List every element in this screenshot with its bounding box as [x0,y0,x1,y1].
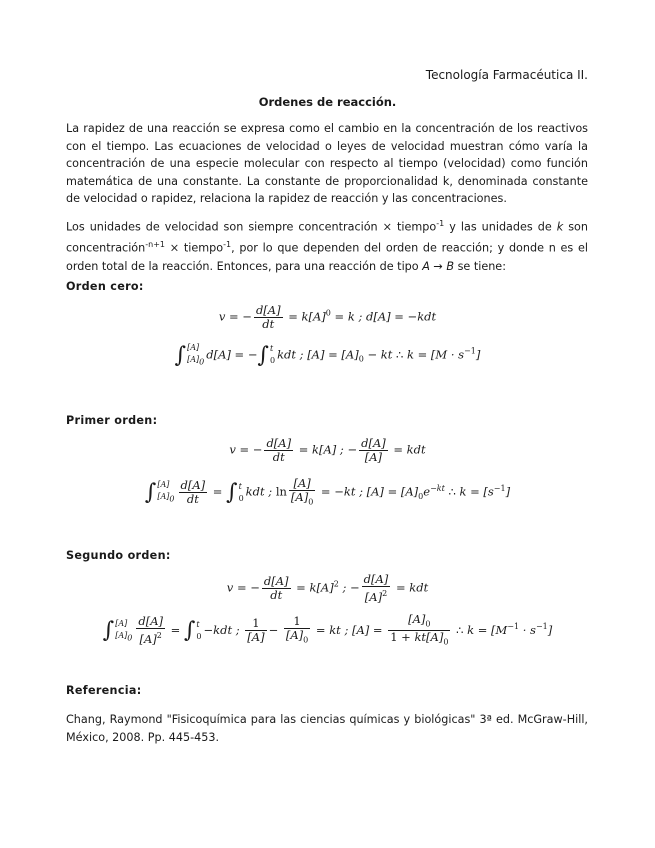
section-first-order: Primer orden: [66,414,158,427]
course-header: Tecnología Farmacéutica II. [425,68,588,82]
equation-zero-order-rate: v = − $\frac{d[A]}{dt}$ = $k[A]^0 = k$ ; d[A] = −kdt [218,303,437,331]
equation-second-order-rate: v = − $\frac{d[A]}{dt}$ = $k[A]^2$ ; − $\frac{d[A]}{[A]^2}$ = kdt [226,572,429,604]
section-zero-order: Orden cero: [66,280,144,293]
equation-first-order-integral: ∫ [A] $[A]_0$ $\frac{d[A]}{dt}$ = ∫ t 0 kdt ; ln $\frac{[A]}{[A]_0}$ = −kt ; $[A] = [A]_0e^{-kt}$ ∴ $k = [s^{-1}]$ [144,476,511,507]
equation-first-order-rate: v = − $\frac{d[A]}{dt}$ = k[A] ; − $\frac{d[A]}{[A]}$ = kdt [229,436,426,464]
section-reference: Referencia: [66,684,142,697]
page-title: Ordenes de reacción. [258,95,397,109]
section-second-order: Segundo orden: [66,549,171,562]
equation-second-order-integral: ∫ [A] $[A]_0$ $\frac{d[A]}{[A]^2}$ = ∫ t 0 −kdt ; $\frac{1}{[A]}$ − $\frac{1}{[A]_0}$ = kt ; [A] = $\frac{[A]_0}{1 + kt[A]_0}$ ∴ $k = [M^{-1} \cdot s^{-1}]$ [102,612,553,647]
equation-zero-order-integral: ∫ [A] $[A]_0$ d[A] = −∫ t 0 kdt ; $[A] = [A]_0$ − kt ∴ $k = [M \cdot s^{-1}]$ [174,342,481,368]
paragraph-rate-definition: La rapidez de una reacción se expresa como el cambio en la concentración de los reactivos con el tiempo. Las ecuaciones de velocidad o leyes de velocidad muestran cómo varía la concentración de una especie molecular con respecto al tiempo (velocidad) como función matemática de una constante. La constante de proporcionalidad k, denominada constante de velocidad o rapidez, relaciona la rapidez de reacción y las concentraciones. [66,122,588,206]
paragraph-units: Los unidades de velocidad son siempre concentración × tiempo$^{-1}$ y las unidades de k son concentración$^{-n+1}$ × tiempo$^{-1}$, por lo que dependen del orden de reacción; y donde n es el orden total de la reacción. Entonces, para una reacción de tipo A → B se tiene: [66,219,588,273]
reference-citation: Chang, Raymond "Fisicoquímica para las ciencias químicas y biológicas" 3ª ed. McGraw-Hill, México, 2008. Pp. 445-453. [66,713,588,744]
